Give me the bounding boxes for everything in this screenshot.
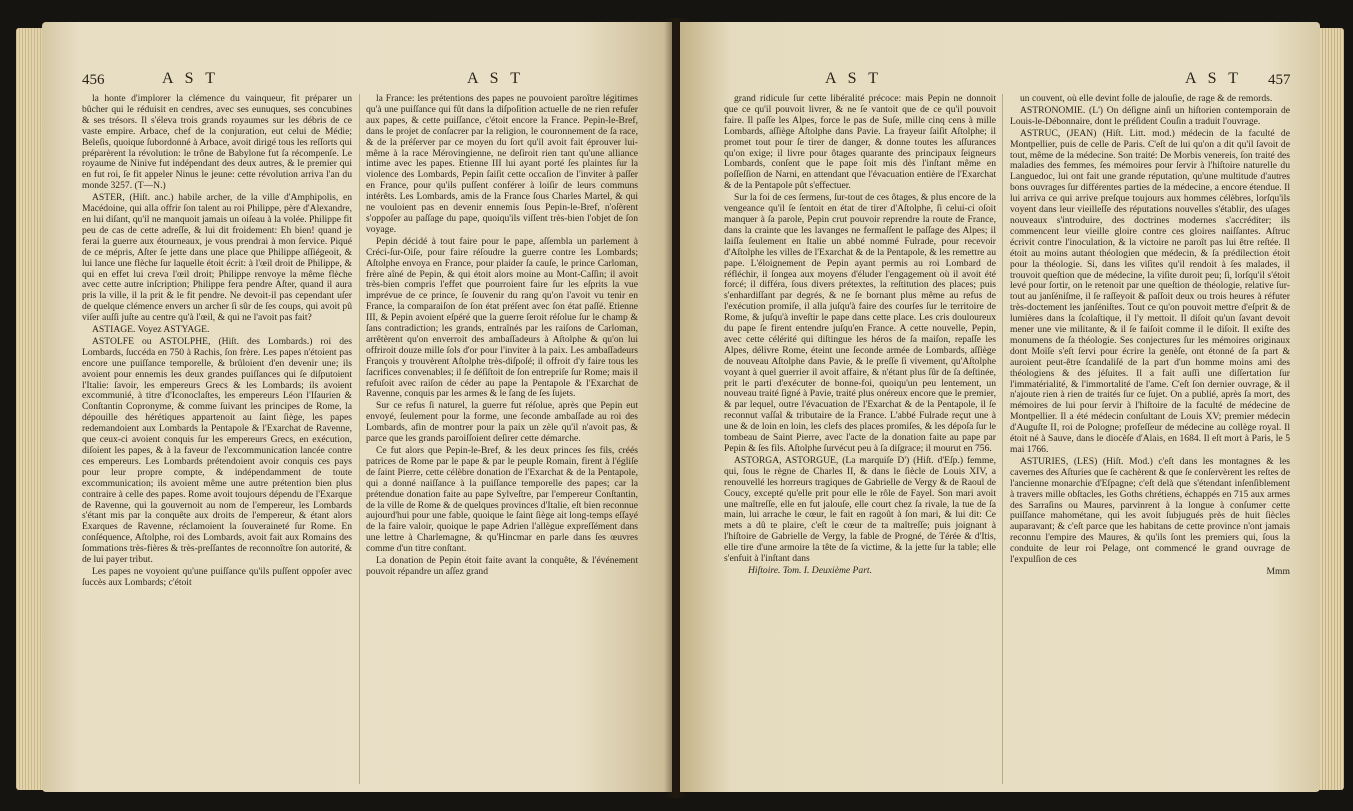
signature-mark: Mmm [1266, 565, 1290, 577]
right-column-2 [1010, 94, 1290, 784]
paragraph: la France: les prétentions des papes ne pouvoient paroître légitimes qu'à une puiſſance qui fût dans la diſpoſition actuelle de ne rien refuſer aux papes, & cette puiſſance, c'étoit encore la France. Pepin-le-Bref, dans le projet de conſacrer par la religion, le couronnement de ſa race, & de la préſerver par ce moyen du ſort qu'il avoit fait éprouver lui-même à la race Mérovingienne, ne deſiroit rien tant qu'une alliance intime avec les papes. Etienne III lui ayant porté ſes plaintes ſur la violence des Lombards, Pepin ſaiſit cette occaſion de l'inviter à paſſer en France, pour qu'ils puſſent conférer à loiſir de leurs communs intérêts. Les Lombards, amis de la France ſous Charles Martel, & qui ne vouloient pas en devenir ennemis ſous Pepin-le-Bref, n'oſèrent s'oppoſer au paſſage du pape, quoiqu'ils viſſent très-bien l'objet de ſon voyage. [366, 94, 638, 235]
column-divider [359, 94, 360, 784]
running-head-right-1: A S T [825, 70, 883, 87]
page-number-left: 456 [82, 72, 105, 88]
running-head-left-1: A S T [162, 70, 220, 87]
page-number-right: 457 [1268, 72, 1291, 88]
paragraph: Ce fut alors que Pepin-le-Bref, & les deux princes ſes fils, créés patrices de Rome par le pape & par le peuple Romain, firent à l'égliſe de ſaint Pierre, cette célèbre donation de l'Exarchat & de la Pentapole, qui a donné naiſſance à la puiſſance temporelle des papes; car la prétendue donation faite au pape Sylveſtre, par l'empereur Conſtantin, de la ville de Rome & de quelques provinces d'Italie, eſt bien reconnue aujourd'hui pour une fable, quoique le ſaint ſiège ait long-temps eſſayé de la faire valoir, quoique le pape Adrien l'allègue expreſſément dans une lettre à Charlemagne, & qu'Hincmar en parle dans ſes œuvres comme d'un titre conſtant. [366, 445, 638, 555]
left-column-1 [82, 94, 352, 784]
paragraph: ASTER, (Hiſt. anc.) habile archer, de la ville d'Amphipolis, en Macédoine, qui alla offrir ſon talent au roi Philippe, père d'Alexandre, en lui diſant, qu'il ne manquoit jamais un oiſeau à la volée. Philippe fit peu de cas de cette adreſſe, & lui dit froidement: Eh bien! quand je ferai la guerre aux étourneaux, je vous prendrai à mon ſervice. Piqué de ce mépris, Aſter ſe jette dans une place que Philippe aſſiégeoit, & lui lance une flèche ſur laquelle étoit écrit: à l'œil droit de Philippe, & qui en effet lui creva l'œil droit; Philippe renvoye la même flèche avec cette autre inſcription; Philippe fera pendre Aſter, quand il aura pris la ville, il la prit & le fit pendre. Ne devoit-il pas cependant uſer de quelque clémence envers un archer ſi sûr de ſes coups, qui avoit pû viſer auſſi juſte au centre qu'à l'œil, & qui ne l'avoit pas fait? [82, 192, 352, 324]
paragraph: Sur ce refus ſi naturel, la guerre fut réſolue, après que Pepin eut envoyé, ſeulement pour la forme, une ſeconde ambaſſade au roi des Lombards, afin de montrer pour la paix un zèle qu'il n'avoit pas, & parce que les grands paroiſſoient deſirer cette démarche. [366, 400, 638, 445]
running-head-left-2: A S T [467, 70, 525, 87]
paragraph: Les papes ne voyoient qu'une puiſſance qu'ils puſſent oppoſer avec ſuccès aux Lombards; c'étoit [82, 565, 352, 588]
paragraph: ASTORGA, ASTORGUE, (La marquiſe D') (Hiſt. d'Eſp.) femme, qui, ſous le règne de Charles II, & dans le ſiècle de Louis XIV, a renouvellé les horreurs tragiques de Gabrielle de Vergy & de Raoul de Coucy, excepté qu'elle prit pour elle le rôle de Fayel. Son mari avoit une maîtreſſe, elle en fut jalouſe, elle court chez ſa rivale, la tue de ſa main, lui arrache le cœur, le fait en ragoût à ſon mari, & lui dit: Ce mets a dû te plaire, c'eſt le cœur de ta maîtreſſe; puis joignant à l'hiſtoire de Gabrielle de Vergy, la fable de Progné, de Térée & d'Itis, elle tire d'une armoire la tête de ſa victime, & la jette ſur la table; elle s'enfuit à l'inſtant dans [724, 454, 996, 565]
footer-note: Hiſtoire. Tom. I. Deuxième Part. [748, 564, 872, 576]
paragraph: La donation de Pepin étoit faite avant la conquête, & l'événement pouvoit répandre un aſſez grand [366, 555, 638, 577]
right-page [680, 22, 1320, 792]
paragraph: Sur la foi de ces ſermens, ſur-tout de ces ôtages, & plus encore de la vengeance qu'il ſe ſentoit en état de tirer d'Aſtolphe, ſi celui-ci oſoit manquer à ſa parole, Pepin crut pouvoir reprendre la route de France, dans la crainte que les lavanges ne fermaſſent le paſſage des Alpes; il laiſſa ſeulement en Italie un abbé nommé Fulrade, pour recevoir d'Aſtolphe les villes de l'Exarchat & de la Pentapole, & les remettre au pape. L'éloignement de Pepin ayant permis au roi Lombard de réfléchir, il ſongea aux moyens d'éluder l'engagement où il avoit été forcé; il différa, ſous divers prétextes, la reſtitution des places; puis s'enhardiſſant par degrés, & ne ſe bornant plus même au refus de l'exécution promiſe, il alla juſqu'à faire des courſes ſur le territoire de Rome, & juſqu'à inveſtir le pape dans cette place. Les cris douloureux du pape ſe firent entendre juſqu'en France. A cette nouvelle, Pepin, avec cette célérité qui diſtingue les héros de ſa maiſon, repaſſe les Alpes, délivre Rome, éteint une ſeconde armée de Lombards, aſſiège de nouveau Aſtolphe dans Pavie, & le preſſe ſi vivement, qu'Aſtolphe voyant à quel guerrier il avoit affaire, & n'étant plus ſûr de ſa deſtinée, prit le parti d'exécuter de bonne-foi, quoiqu'un peu lentement, un nouveau traité ſigné à Pavie, traité plus onéreux encore que le premier, & par lequel, outre l'évacuation de l'Exarchat & de la Pentapole, il ſe reconnut vaſſal & tributaire de la France. L'abbé Fulrade reçut une à une & de loin en loin, les clefs des places promiſes, & les dépoſa ſur le tombeau de Saint Pierre, avec l'acte de la donation faite au pape par Pepin & ſes fils. Aſtolphe ſurvécut peu à ſa diſgrace; il mourut en 756. [724, 192, 996, 454]
paragraph: la honte d'implorer la clémence du vainqueur, fit préparer un bûcher qui le réduisit en cendres, avec ses eunuques, ses concubines & ses trésors. Il s'éleva trois grands royaumes sur les débris de ce vaste empire. Arbace, chef de la conjuration, eut celui de Médie; Beleſis, quoique ſubordonné à Arbace, avoit dirigé tous les reſſorts qui préparèrent la révolution: le trône de Babylone fut ſa récompenſe. Le royaume de Ninive fut indépendant des deux autres, & le premier qui en fut roi, ſe fit appeler Ninus le jeune: cette révolution arriva l'an du monde 3257. (T—N.) [82, 94, 352, 192]
paragraph: ASTRUC, (JEAN) (Hiſt. Litt. mod.) médecin de la faculté de Montpellier, puis de celle de Paris. C'eſt de lui qu'on a dit qu'il ſavoit de tout, même de la médecine. Son traité: De Morbis venereis, ſon traité des maladies des femmes, ſes mémoires pour ſervir à l'hiſtoire naturelle du Languedoc, lui ont fait une grande réputation, qu'une multitude d'autres bons ouvrages ſur différentes parties de la médecine, a encore étendue. Il lui arriva ce qui arrive preſque toujours aux hommes célèbres, lorſqu'ils voyent dans leur vieilleſſe des réputations nouvelles s'établir, des uſages nouveaux s'introduire, des doctrines modernes s'accréditer; ils commencent leur vieille gloire contre ces gloires naiſſantes. Aſtruc écrivit contre l'inoculation, & la victoire ne paroît pas lui être reſtée. Il étoit au moins autant théologien que médecin, & ſa prédilection étoit pour la théologie. Si, dans les viſites qu'il rendoit à ſes malades, il trouvoit queſtion que de médecine, la viſite duroit peu; ſi, lorſqu'il s'étoit levé pour ſortir, on le retenoit par une queſtion de théologie, relative ſur-tout au janſéniſme, il ſe raſſeyoit & paſſoit deux ou trois heures à réfuter très-doctement les janſéniſtes. Tout ce qu'on pouvoit mettre d'eſprit & de lumières dans la ſcolaſtique, il l'y mettoit. Il diſoit qu'un ſavant devoit mener une vie militante, & il ſe faiſoit comme il le diſoit. Il exiſte des monumens de ſa théologie. Ses conjectures ſur les mémoires originaux dont Moïſe s'eſt ſervi pour écrire la genèſe, ont étonné de ſa part & auroient peut-être ſcandaliſé de la part d'un homme moins ami des théologiens & des jéſuites. Il a fait auſſi une diſſertation ſur l'immatérialité, & l'immortalité de l'ame. C'eſt ſon dernier ouvrage, & il n'ajoute rien à rien de traités ſur ce ſujet. On a publié, après ſa mort, des mémoires de lui pour ſervir à l'hiſtoire de la faculté de médecine de Montpellier. Il a été médecin conſultant de Louis XV; premier médecin d'Auguſte II, roi de Pologne; profeſſeur de médecine au collège royal. Il étoit né à Sauve, dans le diocèſe d'Alais, en 1684. Il eſt mort à Paris, le 5 mai 1766. [1010, 127, 1290, 455]
paragraph: un couvent, où elle devint folle de jalouſie, de rage & de remords. [1020, 94, 1273, 104]
paragraph: ASTIAGE. Voyez ASTYAGE. [92, 324, 210, 336]
running-head-right-2: A S T [1185, 70, 1243, 87]
paragraph: Pepin décidé à tout faire pour le pape, aſſembla un parlement à Créci-ſur-Oiſe, pour faire réſoudre la guerre contre les Lombards; Aſtolphe envoya en France, pour plaider ſa cauſe, le prince Carloman, frère aîné de Pepin, & qui étoit alors moine au Mont-Caſſin; il avoit très-bien compris l'effet que pourroient faire ſur les eſprits la vue imprévue de ce prince, ſe ſouvenir du rang qu'on l'avoit vu tenir en France, la comparaiſon de ſon état préſent avec ſon état paſſé. Etienne III, & Pepin avoient eſpéré que la guerre ſeroit réſolue ſur le champ & ſans contradiction; les grands, entraînés par les raiſons de Carloman, arrêtèrent qu'on enverroit des ambaſſadeurs à Aſtolphe & qu'on lui offriroit douze mille ſols d'or pour l'inviter à la paix. Les ambaſſadeurs François y trouvèrent Aſtolphe très-diſpoſé; il offroit d'y faire tous les ſacrifices convenables; il ſe déſiſtoit de ſon entrepriſe ſur Rome; mais il refuſoit avec raiſon de céder au pape la Pentapole & l'Exarchat de Ravenne, conquis par les armes & le ſang de ſes ſujets. [366, 235, 638, 400]
paragraph: ASTOLFE ou ASTOLPHE, (Hiſt. des Lombards.) roi des Lombards, ſuccéda en 750 à Rachis, ſon frère. Les papes n'étoient pas encore une puiſſance temporelle, & brûloient d'en devenir une; ils avoient pour ennemis les deux grandes puiſſances qui ſe diſputoient l'Italie: ſavoir, les empereurs Grecs & les Lombards; ils avoient excommunié, à titre d'Iconoclaſtes, les empereurs Léon l'Iſaurien & Conſtantin Copronyme, & comme ſuivant les principes de Rome, la dépouille des hérétiques appartenoit au ſaint ſiège, les papes redemandoient aux Lombards la Pentapole & l'Exarchat de Ravenne, que ceux-ci avoient conquis ſur les empereurs Grecs, en exécution, diſoient les papes, & à la faveur de l'excommunication lancée contre ces empereurs. Les Lombards prétendoient avoir conquis ces pays pour leur propre compte, & indépendamment de toute excommunication; ils avoient même une autre prétention bien plus contraire à celle des papes. Rome avoit toujours dépendu de l'Exarque de Ravenne, qui la gouvernoit au nom de l'empereur, les Lombards s'étant mis par la conquête aux droits de l'empereur, & étant alors Exarques de Ravenne, réclamoient la ſouveraineté ſur Rome. En conſéquence, Aſtolphe, roi des Lombards, avoit fait aux Romains des ſommations très-fières & très-preſſantes de reconnoître ſon autorité, & de lui payer tribut. [82, 335, 352, 566]
left-page [42, 22, 672, 792]
paragraph: ASTRONOMIE. (L') On déſigne ainſi un hiſtorien contemporain de Louis-le-Débonnaire, dont le préſident Couſin a traduit l'ouvrage. [1010, 104, 1290, 127]
left-column-2 [366, 94, 638, 784]
column-divider [1002, 94, 1003, 784]
right-column-1 [724, 94, 996, 784]
paragraph: grand ridicule ſur cette libéralité précoce: mais Pepin ne donnoit que ce qu'il pouvoit livrer, & ne ſe vantoit que de ce qu'il pouvoit faire. Il paſſe les Alpes, force le pas de Suſe, mille cinq cens à mille Lombards, aſſiège Aſtolphe dans Pavie. La frayeur ſaiſit Aſtolphe; il promet tout pour ſe tirer de danger, & donne toutes les aſſurances qu'on exige; il livre pour ôtages quarante des principaux ſeigneurs Lombards, conſent que le pape ſoit mis dès l'inſtant même en poſſeſſion de Narni, en attendant que l'évacuation entière de l'Exarchat & de la Pentapole pût s'effectuer. [724, 94, 996, 192]
open-book [12, 8, 1343, 804]
paragraph: ASTURIES, (LES) (Hiſt. Mod.) c'eſt dans les montagnes & les cavernes des Aſturies que ſe cachèrent & que ſe conſervèrent les reſtes de l'ancienne monarchie d'Eſpagne; c'eſt delà que s'étendant inſenſiblement à travers mille obſtacles, les Goths chrétiens, échappés en 715 aux armes des Sarraſins ou Maures, parvinrent à la longue à conſumer cette puiſſance mahométane, qui les avoit ſubjugués près de huit ſiècles auparavant; & c'eſt parce que les habitans de cette province n'ont jamais reconnu l'empire des Maures, & qu'ils ſont les premiers qui, ſous la conduite de leur roi Pelage, ont commencé le grand ouvrage de l'expulſion de ces [1010, 455, 1290, 566]
